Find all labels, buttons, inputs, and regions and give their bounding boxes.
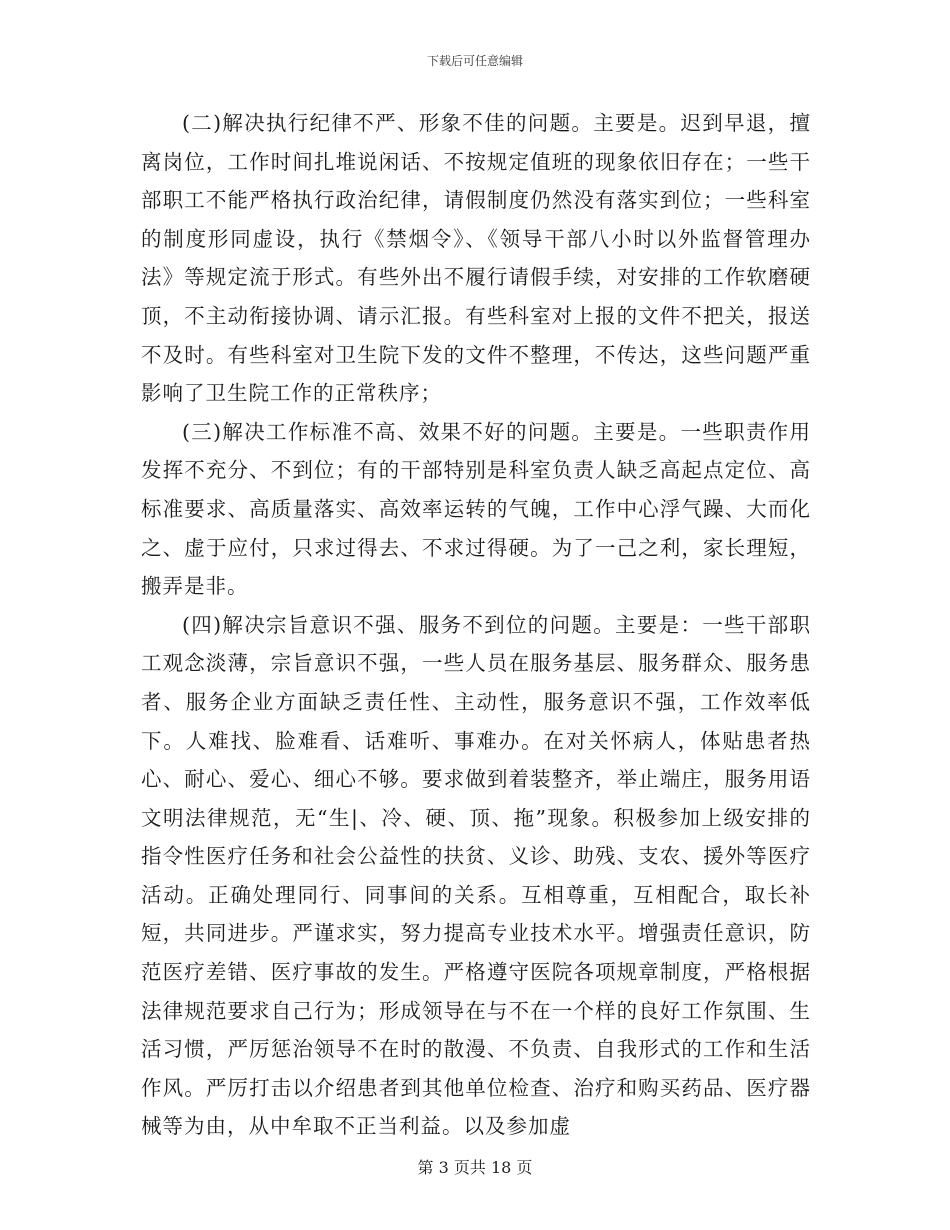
page-header: 下载后可任意编辑 [426, 54, 523, 68]
document-body [141, 104, 811, 1146]
paragraph-service: (四)解决宗旨意识不强、服务不到位的问题。主要是：一些干部职工观念淡薄，宗旨意识不强，一些人员在服务基层、服务群众、服务患者、服务企业方面缺乏责任性、主动性，服务意识不强，工作效率低下。人难找、脸难看、话难听、事难办。在对关怀病人，体贴患者热心、耐心、爱心、细心不够。要求做到着装整齐，举止端庄，服务用语文明法律规范，无“生|、冷、硬、顶、拖”现象。积极参加上级安排的指令性医疗任务和社会公益性的扶贫、义诊、助残、支农、援外等医疗活动。正确处理同行、同事间的关系。互相尊重，互相配合，取长补短，共同进步。严谨求实，努力提高专业技术水平。增强责任意识，防范医疗差错、医疗事故的发生。严格遵守医院各项规章制度，严格根据法律规范要求自己行为；形成领导在与不在一个样的良好工作氛围、生活习惯，严厉惩治领导不在时的散漫、不负责、自我形式的工作和生活作风。严厉打击以介绍患者到其他单位检查、治疗和购买药品、医疗器械等为由，从中牟取不正当利益。以及参加虚 [141, 612, 811, 1139]
paragraph-work-standard: (三)解决工作标准不高、效果不好的问题。主要是。一些职责作用发挥不充分、不到位；有的干部特别是科室负责人缺乏高起点定位、高标准要求、高质量落实、高效率运转的气魄，工作中心浮气躁、大而化之、虚于应付，只求过得去、不求过得硬。为了一己之利，家长理短，搬弄是非。 [141, 419, 811, 599]
paragraph-discipline: (二)解决执行纪律不严、形象不佳的问题。主要是。迟到早退，擅离岗位，工作时间扎堆说闲话、不按规定值班的现象依旧存在；一些干部职工不能严格执行政治纪律，请假制度仍然没有落实到位；一些科室的制度形同虚设，执行《禁烟令》、《领导干部八小时以外监督管理办法》等规定流于形式。有些外出不履行请假手续，对安排的工作软磨硬顶，不主动衔接协调、请示汇报。有些科室对上报的文件不把关，报送不及时。有些科室对卫生院下发的文件不整理，不传达，这些问题严重影响了卫生院工作的正常秩序； [141, 111, 811, 406]
page-footer: 第 3 页共 18 页 [417, 1158, 533, 1177]
